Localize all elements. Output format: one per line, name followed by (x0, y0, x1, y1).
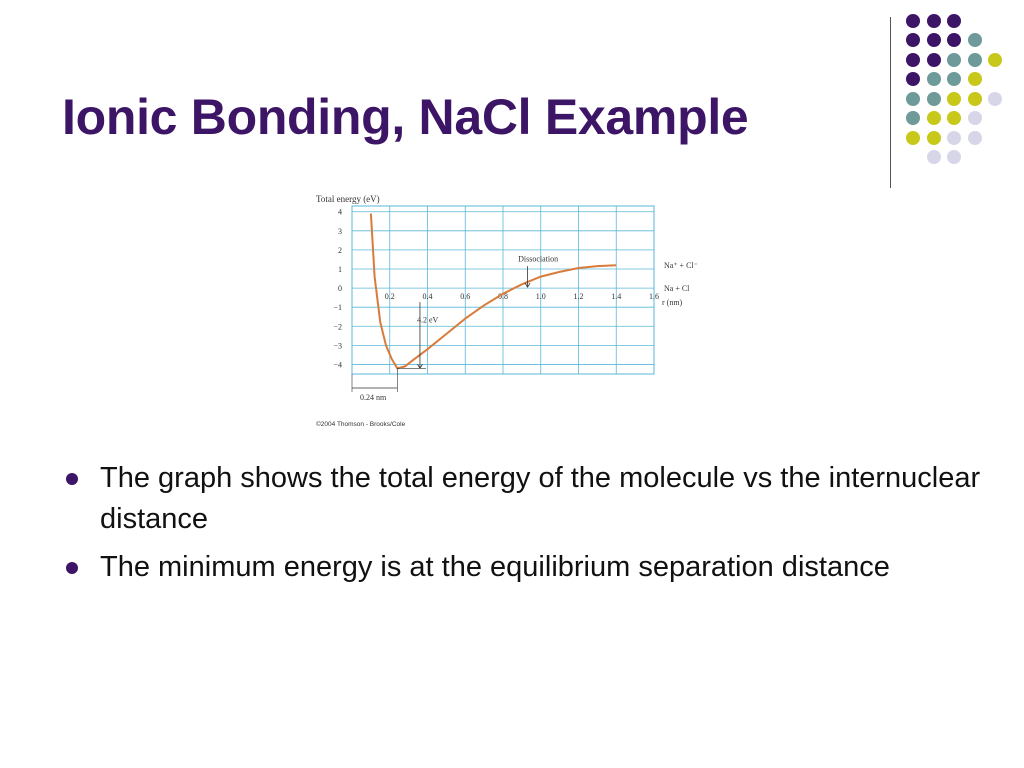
y-tick-label: −2 (333, 322, 342, 332)
depth-label: 4.2 eV (416, 315, 439, 325)
decorative-dot (947, 33, 961, 47)
y-tick-label: −1 (333, 303, 342, 313)
decorative-dot (968, 111, 982, 125)
ion-pair-label: Na⁺ + Cl⁻ (664, 261, 698, 271)
y-tick-label: −3 (333, 341, 342, 351)
x-tick-label: 0.4 (422, 292, 433, 302)
decorative-dot (906, 92, 920, 106)
y-tick-label: 4 (338, 207, 342, 217)
bullet-text: The minimum energy is at the equilibrium separation distance (100, 551, 890, 583)
decorative-dot (947, 150, 961, 164)
decorative-dot (927, 92, 941, 106)
decorative-dot (927, 131, 941, 145)
decorative-dot (927, 72, 941, 86)
slide-title: Ionic Bonding, NaCl Example (62, 89, 749, 145)
bullet-dot-icon (66, 562, 78, 574)
y-tick-label: 0 (338, 284, 342, 294)
decorative-dot (947, 92, 961, 106)
decorative-dot (968, 72, 982, 86)
decorative-dot (906, 131, 920, 145)
x-tick-label: 1.6 (649, 292, 659, 302)
decorative-dot (947, 131, 961, 145)
x-tick-label: 1.4 (611, 292, 622, 302)
decorative-dot (968, 92, 982, 106)
decorative-dot (927, 14, 941, 28)
y-tick-label: 2 (338, 245, 342, 255)
y-tick-label: −4 (333, 360, 342, 370)
decorative-dot (927, 33, 941, 47)
chart-ylabel: Total energy (eV) (316, 194, 380, 204)
decorative-dot (968, 53, 982, 67)
decorative-dot (947, 72, 961, 86)
copyright-text: ©2004 Thomson - Brooks/Cole (316, 421, 406, 428)
energy-chart (312, 190, 712, 430)
bullet-list (64, 458, 984, 595)
decorative-dot (906, 72, 920, 86)
decorative-dot (906, 33, 920, 47)
decorative-dot (927, 150, 941, 164)
decorative-dot (927, 53, 941, 67)
decorative-dot (968, 33, 982, 47)
bullet-item (64, 458, 984, 540)
bullet-text: The graph shows the total energy of the molecule vs the internuclear distance (100, 462, 981, 535)
y-tick-label: 3 (338, 226, 342, 236)
x-axis-unit-label: r (nm) (662, 298, 683, 308)
energy-chart-figure (312, 190, 712, 430)
bullet-dot-icon (66, 473, 78, 485)
decorative-dot (947, 111, 961, 125)
x-tick-label: 1.0 (535, 292, 546, 302)
x-tick-label: 0.8 (498, 292, 508, 302)
x-tick-label: 1.2 (573, 292, 584, 302)
vertical-divider (890, 17, 891, 188)
decorative-dot (906, 14, 920, 28)
decorative-dot-grid (906, 14, 1016, 174)
decorative-dot (988, 53, 1002, 67)
atom-pair-label: Na + Cl (664, 284, 690, 294)
decorative-dot (906, 111, 920, 125)
y-tick-label: 1 (338, 265, 342, 274)
bullet-item (64, 547, 984, 588)
decorative-dot (968, 131, 982, 145)
decorative-dot (947, 14, 961, 28)
equilibrium-label: 0.24 nm (360, 393, 387, 402)
decorative-dot (906, 53, 920, 67)
x-tick-label: 0.6 (460, 292, 471, 302)
dissociation-label: Dissociation (518, 254, 559, 264)
decorative-dot (988, 92, 1002, 106)
x-tick-label: 0.2 (384, 292, 395, 302)
decorative-dot (947, 53, 961, 67)
decorative-dot (927, 111, 941, 125)
